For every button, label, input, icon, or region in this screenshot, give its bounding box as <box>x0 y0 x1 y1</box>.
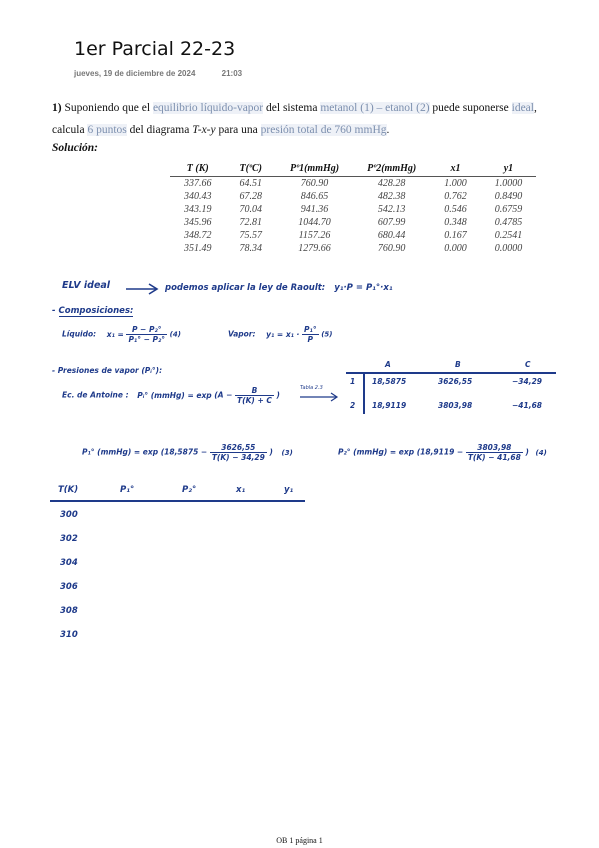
table-cell: 0.6759 <box>494 204 523 215</box>
antoine-header-b: B <box>455 360 461 369</box>
question-highlight: presión total de 760 mmHg <box>260 124 387 136</box>
table-cell: 1.0000 <box>494 178 523 189</box>
note-elv-text: ELV ideal <box>62 280 111 291</box>
table-row <box>170 242 536 255</box>
question-text <box>52 97 552 141</box>
question-part: , calcula <box>52 102 537 136</box>
vapor-denominator: P <box>307 335 314 344</box>
table-cell: 72.81 <box>239 217 262 228</box>
table-cell: 0.762 <box>444 191 467 202</box>
page-time: 21:03 <box>221 69 243 78</box>
question-highlight: equilibrio líquido-vapor <box>152 102 264 114</box>
page-footer: OB 1 página 1 <box>276 836 323 845</box>
antoine-lhs: Pᵢ° (mmHg) = exp <box>137 390 212 400</box>
vapor-eq-ref: (5) <box>321 330 333 339</box>
hand-table-header: y₁ <box>284 485 294 495</box>
table-cell: 428.28 <box>377 178 406 189</box>
table-cell: 337.66 <box>184 178 212 189</box>
table-header: T(ºC) <box>226 163 277 177</box>
hand-table-temp: 300 <box>60 510 78 520</box>
antoine-cell: −34,29 <box>512 377 543 386</box>
p1-fraction <box>210 443 267 462</box>
table-cell: 0.0000 <box>494 243 523 254</box>
heading-composiciones-text: Composiciones: <box>58 306 134 316</box>
page-meta <box>74 69 266 78</box>
table-cell: 846.65 <box>300 191 329 202</box>
heading-presiones-text: Presiones de vapor (Pᵢ°): <box>57 366 163 375</box>
table-cell: 351.49 <box>184 243 212 254</box>
p1-eq-ref: (3) <box>281 448 293 457</box>
table-cell: 67.28 <box>239 191 262 202</box>
table-cell: 542.13 <box>377 204 406 215</box>
p2-close: ) <box>525 447 529 457</box>
table-header: Pº1(mmHg) <box>276 163 353 177</box>
antoine-cell: 3626,55 <box>438 377 473 386</box>
table-cell: 348.72 <box>184 230 212 241</box>
antoine-cell: 18,9119 <box>372 401 407 410</box>
hand-table-temp: 310 <box>60 630 78 640</box>
antoine-denominator: T(K) + C <box>237 396 272 405</box>
p1-numerator: 3626,55 <box>210 443 267 453</box>
table-cell: 1157.26 <box>298 230 331 241</box>
note-raoult-text: podemos aplicar la ley de Raoult: <box>165 283 326 293</box>
question-part: T-x-y <box>192 124 216 136</box>
hand-table-header: P₁° <box>120 485 135 495</box>
liquido-lhs: x₁ = <box>106 329 124 339</box>
liquido-eq-ref: (4) <box>169 330 181 339</box>
antoine-table-hline <box>346 372 556 374</box>
results-table <box>170 163 536 255</box>
tabla-ref: Tabla 2.3 <box>300 385 323 391</box>
table-cell: 0.2541 <box>494 230 523 241</box>
antoine-row-index: 1 <box>350 377 356 386</box>
p2-lhs: P₂° (mmHg) = exp <box>338 447 415 457</box>
question-part: del sistema <box>266 102 318 114</box>
question-number: 1) <box>52 102 62 114</box>
liquido-denominator: P₁° − P₂° <box>128 335 166 344</box>
formula-antoine <box>62 386 280 405</box>
vapor-fraction <box>302 325 319 344</box>
table-cell: 0.348 <box>444 217 467 228</box>
table-cell: 0.4785 <box>494 217 523 228</box>
table-header: x1 <box>430 163 481 177</box>
formula-p1 <box>82 443 293 462</box>
formula-liquido <box>62 325 181 344</box>
page-date: jueves, 19 de diciembre de 2024 <box>74 69 196 78</box>
table-cell: 0.000 <box>444 243 467 254</box>
note-elv <box>62 280 110 291</box>
table-cell: 482.38 <box>377 191 406 202</box>
note-raoult-eq: y₁·P = P₁°·x₁ <box>334 283 393 293</box>
p2-denominator: T(K) − 41,68 <box>467 453 521 462</box>
p2-numerator: 3803,98 <box>466 443 523 453</box>
arrow-right-icon <box>298 392 342 402</box>
question-part: del diagrama <box>129 124 190 136</box>
p2-eq-ref: (4) <box>535 448 547 457</box>
table-cell: 760.90 <box>377 243 406 254</box>
p2-fraction <box>466 443 523 462</box>
table-cell: 340.43 <box>184 191 212 202</box>
hand-table-temp: 308 <box>60 606 78 616</box>
antoine-cell: −41,68 <box>512 401 543 410</box>
question-part: Suponiendo que el <box>64 102 151 114</box>
formula-vapor <box>228 325 332 344</box>
table-cell: 345.96 <box>184 217 212 228</box>
question-highlight: 6 puntos <box>87 124 127 136</box>
antoine-row-index: 2 <box>350 401 356 410</box>
antoine-cell: 3803,98 <box>438 401 473 410</box>
antoine-table-vline <box>363 372 365 414</box>
table-header: y1 <box>481 163 537 177</box>
table-cell: 1279.66 <box>298 243 331 254</box>
hand-table-temp: 304 <box>60 558 78 568</box>
hand-table-header: T(K) <box>58 485 79 495</box>
table-cell: 70.04 <box>239 204 262 215</box>
hand-table-temp: 306 <box>60 582 78 592</box>
question-part: puede suponerse <box>432 102 509 114</box>
table-cell: 1.000 <box>444 178 467 189</box>
table-cell: 941.36 <box>300 204 329 215</box>
table-cell: 343.19 <box>184 204 212 215</box>
question-highlight: ideal <box>511 102 534 114</box>
p1-close: ) <box>269 447 273 457</box>
question-part: . <box>386 124 390 136</box>
hand-table-header: P₂° <box>182 485 197 495</box>
p1-lhs: P₁° (mmHg) = exp <box>82 447 159 457</box>
antoine-fraction <box>235 386 274 405</box>
table-cell: 760.90 <box>300 178 329 189</box>
table-cell: 75.57 <box>239 230 262 241</box>
antoine-close: ) <box>276 390 280 400</box>
table-row <box>170 229 536 242</box>
table-row <box>170 216 536 229</box>
table-cell: 78.34 <box>239 243 262 254</box>
table-row <box>170 203 536 216</box>
question-part: para una <box>218 124 258 136</box>
table-cell: 607.99 <box>377 217 406 228</box>
antoine-a: (A − <box>214 390 233 400</box>
liquido-label: Líquido: <box>62 329 97 339</box>
liquido-fraction <box>126 325 167 344</box>
p1-a: (18,5875 − <box>160 447 208 457</box>
antoine-cell: 18,5875 <box>372 377 407 386</box>
table-header: Pº2(mmHg) <box>353 163 430 177</box>
solution-label: Solución: <box>52 142 99 154</box>
vapor-numerator: P₁° <box>304 325 317 334</box>
table-cell: 680.44 <box>377 230 406 241</box>
table-cell: 0.8490 <box>494 191 523 202</box>
question-highlight: metanol (1) – etanol (2) <box>320 102 430 114</box>
table-cell: 0.167 <box>444 230 467 241</box>
page-title: 1er Parcial 22-23 <box>74 38 236 60</box>
vapor-lhs: y₁ = x₁ · <box>266 329 300 339</box>
table-header-row <box>170 163 536 177</box>
hand-table-header: x₁ <box>236 485 246 495</box>
table-header: T (K) <box>170 163 226 177</box>
table-cell: 0.546 <box>444 204 467 215</box>
heading-presiones: - Presiones de vapor (Pᵢ°): <box>52 366 163 375</box>
table-cell: 64.51 <box>239 178 262 189</box>
heading-composiciones: - Composiciones: <box>52 306 134 316</box>
note-raoult <box>165 283 393 293</box>
arrow-right-icon <box>124 282 160 296</box>
p1-denominator: T(K) − 34,29 <box>211 453 265 462</box>
antoine-header-c: C <box>525 360 531 369</box>
antoine-numerator: B <box>235 386 274 396</box>
hand-table-temp: 302 <box>60 534 78 544</box>
hand-table-hline <box>50 500 305 502</box>
vapor-label: Vapor: <box>228 329 256 339</box>
antoine-header-a: A <box>385 360 391 369</box>
table-row <box>170 177 536 191</box>
formula-p2 <box>338 443 547 462</box>
p2-a: (18,9119 − <box>416 447 464 457</box>
antoine-label: Ec. de Antoine : <box>62 390 129 400</box>
table-row <box>170 190 536 203</box>
liquido-numerator: P − P₂° <box>126 325 167 335</box>
table-cell: 1044.70 <box>298 217 331 228</box>
